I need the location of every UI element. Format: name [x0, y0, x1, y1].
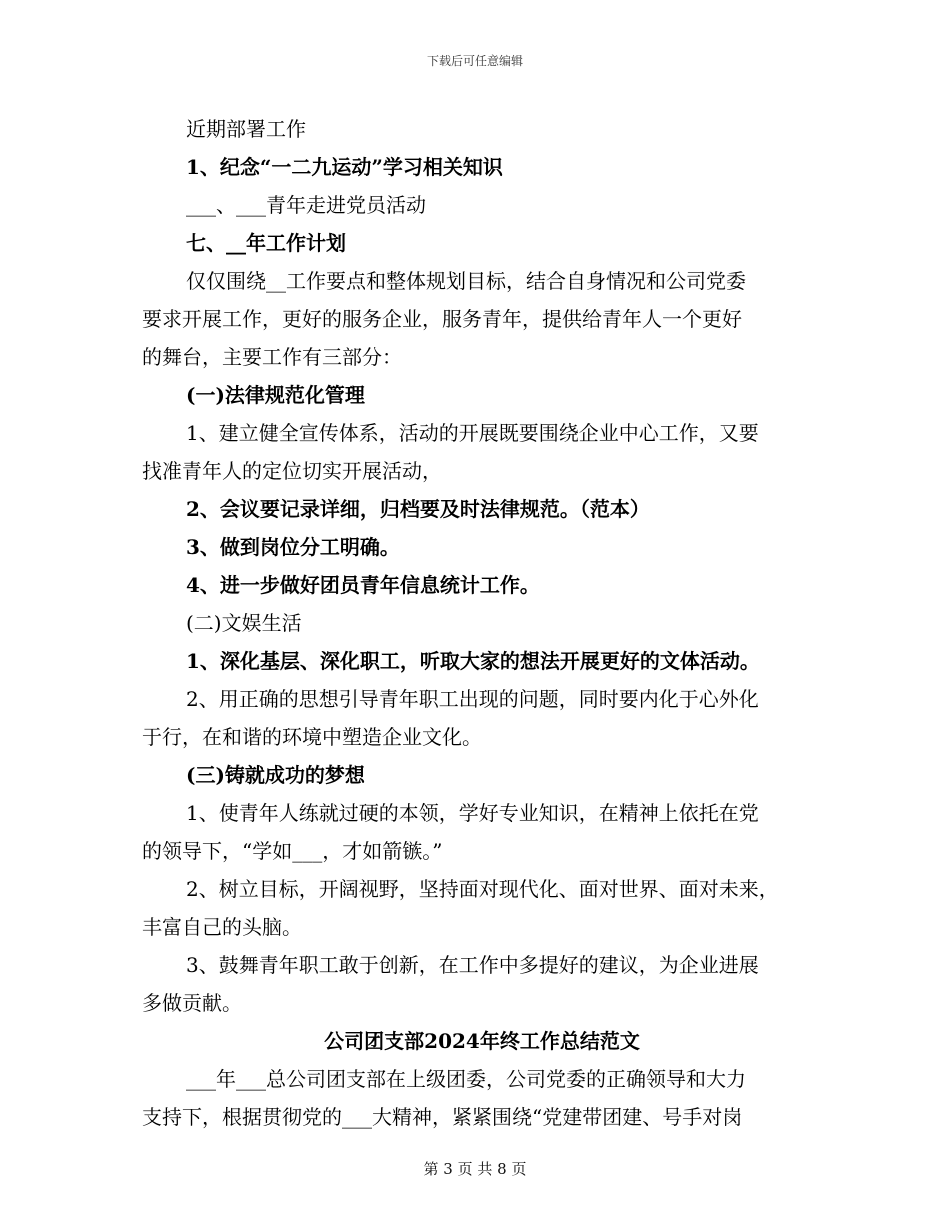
- paragraph-line: 1、建立健全宣传体系，活动的开展既要围绕企业中心工作，又要: [186, 421, 759, 445]
- document-body: [142, 110, 822, 1136]
- paragraph-line: 3、鼓舞青年职工敢于创新，在工作中多提好的建议，为企业进展: [186, 953, 759, 977]
- list-item: 4、进一步做好团员青年信息统计工作。: [186, 573, 540, 597]
- paragraph-line: 丰富自己的头脑。: [142, 915, 302, 939]
- subsection-heading: (一)法律规范化管理: [186, 383, 365, 407]
- paragraph-line: 的舞台，主要工作有三部分：: [142, 345, 402, 369]
- subsection-heading: (三)铸就成功的梦想: [186, 763, 365, 787]
- page-footer: 第 3 页 共 8 页: [423, 1160, 527, 1178]
- list-item: 3、做到岗位分工明确。: [186, 535, 400, 559]
- paragraph-line: ___年___总公司团支部在上级团委，公司党委的正确领导和大力: [186, 1067, 746, 1091]
- paragraph-line: 多做贡献。: [142, 991, 242, 1015]
- paragraph-line: 2、用正确的思想引导青年职工出现的问题，同时要内化于心外化: [186, 687, 759, 711]
- paragraph-line: 2、树立目标，开阔视野，坚持面对现代化、面对世界、面对未来，: [186, 877, 779, 901]
- text-line: 近期部署工作: [186, 117, 306, 141]
- paragraph-line: 于行，在和谐的环境中塑造企业文化。: [142, 725, 482, 749]
- text-line: ___、___青年走进党员活动: [186, 193, 426, 217]
- list-item: 1、纪念“一二九运动”学习相关知识: [186, 155, 503, 179]
- paragraph-line: 1、使青年人练就过硬的本领，学好专业知识，在精神上依托在党: [186, 801, 759, 825]
- paragraph-line: 要求开展工作，更好的服务企业，服务青年，提供给青年人一个更好: [142, 307, 742, 331]
- list-item: 1、深化基层、深化职工，听取大家的想法开展更好的文体活动。: [186, 649, 760, 673]
- page-header: 下载后可任意编辑: [426, 54, 523, 68]
- paragraph-line: 找准青年人的定位切实开展活动，: [142, 459, 442, 483]
- document-title: 公司团支部2024年终工作总结范文: [324, 1029, 640, 1053]
- paragraph-line: 仅仅围绕__工作要点和整体规划目标，结合自身情况和公司党委: [186, 269, 746, 293]
- list-item: 2、会议要记录详细，归档要及时法律规范。（范本）: [186, 497, 650, 521]
- paragraph-line: 的领导下，“学如___，才如箭镞。”: [142, 839, 443, 863]
- subsection-heading: (二)文娱生活: [186, 611, 302, 635]
- paragraph-line: 支持下，根据贯彻党的___大精神，紧紧围绕“党建带团建、号手对岗: [142, 1105, 743, 1129]
- section-heading: 七、__年工作计划: [186, 231, 346, 255]
